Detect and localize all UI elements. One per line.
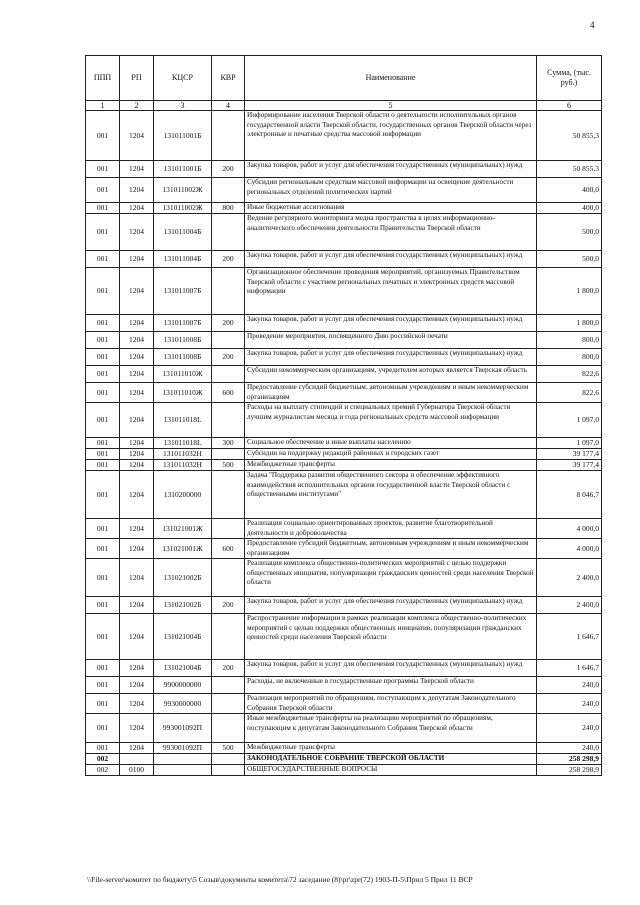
table-row xyxy=(86,519,602,539)
cell-kvr xyxy=(212,268,245,315)
cell-sum: 50 855,3 xyxy=(537,111,602,161)
cell-kvr xyxy=(212,677,245,694)
cell-rp: 1204 xyxy=(120,438,154,449)
cell-rp: 1204 xyxy=(120,519,154,539)
table-row xyxy=(86,559,602,597)
cell-sum: 800,0 xyxy=(537,349,602,366)
cell-ppp: 001 xyxy=(86,694,120,714)
cell-kvr: 600 xyxy=(212,539,245,559)
cell-kcsr: 993001092П xyxy=(154,714,212,743)
cell-ppp: 001 xyxy=(86,178,120,203)
cell-name: Иные бюджетные ассигнования xyxy=(245,203,537,214)
cell-rp: 1204 xyxy=(120,315,154,332)
cell-kcsr: 131011010Ж xyxy=(154,366,212,383)
cell-kvr: 200 xyxy=(212,597,245,614)
cell-kcsr: 131011004Б xyxy=(154,251,212,268)
cell-sum: 50 855,3 xyxy=(537,161,602,178)
cell-ppp: 001 xyxy=(86,111,120,161)
cell-name: Закупка товаров, работ и услуг для обеспечения государственных (муниципальных) нужд xyxy=(245,349,537,366)
cell-kvr xyxy=(212,403,245,438)
cell-ppp: 001 xyxy=(86,714,120,743)
cell-ppp: 001 xyxy=(86,471,120,519)
cell-rp: 1204 xyxy=(120,597,154,614)
table-row xyxy=(86,268,602,315)
cell-ppp: 001 xyxy=(86,366,120,383)
cell-name: Организационное обеспечение проведения мероприятий, организуемых Правительством Тверской области с участием региональных печатных и электронных средств массовой информации xyxy=(245,268,537,315)
cell-rp xyxy=(120,754,154,765)
cell-kcsr: 131011010Ж xyxy=(154,383,212,403)
cell-name: Проведение мероприятия, посвященного Дню российской печати xyxy=(245,332,537,349)
cell-rp: 1204 xyxy=(120,743,154,754)
cell-kcsr: 9900000000 xyxy=(154,677,212,694)
cell-ppp: 001 xyxy=(86,251,120,268)
cell-name: Реализация мероприятий по обращениям, поступающим к депутатам Законодательного Собрания Тверской области xyxy=(245,694,537,714)
cell-sum: 400,0 xyxy=(537,203,602,214)
table-row xyxy=(86,677,602,694)
cell-sum: 2 400,0 xyxy=(537,597,602,614)
table-row xyxy=(86,714,602,743)
cell-name: Ведение регулярного мониторинга медиа пространства в целях информационно-аналитического обеспечения деятельности Правительства Тверской области xyxy=(245,214,537,251)
cell-kvr: 200 xyxy=(212,161,245,178)
cell-kvr xyxy=(212,754,245,765)
cell-rp: 1204 xyxy=(120,559,154,597)
table-row xyxy=(86,161,602,178)
cell-name: Задача "Поддержка развития общественного сектора и обеспечение эффективного взаимодействия исполнительных органов государственной власти Тверской области с общественными институтами" xyxy=(245,471,537,519)
cell-kcsr: 131011018L xyxy=(154,438,212,449)
header-sum: Сумма, (тыс. руб.) xyxy=(537,56,602,101)
cell-rp: 1204 xyxy=(120,349,154,366)
cell-kvr: 200 xyxy=(212,315,245,332)
table-row xyxy=(86,349,602,366)
header-name: Наименование xyxy=(245,56,537,101)
cell-ppp: 001 xyxy=(86,449,120,460)
cell-sum: 400,0 xyxy=(537,178,602,203)
cell-rp: 1204 xyxy=(120,539,154,559)
cell-sum: 4 000,0 xyxy=(537,519,602,539)
cell-kvr: 800 xyxy=(212,203,245,214)
cell-rp: 1204 xyxy=(120,251,154,268)
table-row xyxy=(86,383,602,403)
header-num-3: 3 xyxy=(154,101,212,111)
cell-rp: 1204 xyxy=(120,332,154,349)
cell-sum: 4 000,0 xyxy=(537,539,602,559)
header-ppp: ППП xyxy=(86,56,120,101)
cell-kvr: 200 xyxy=(212,349,245,366)
cell-ppp: 001 xyxy=(86,349,120,366)
cell-kvr xyxy=(212,178,245,203)
header-num-1: 1 xyxy=(86,101,120,111)
cell-rp: 1204 xyxy=(120,111,154,161)
cell-rp: 1204 xyxy=(120,203,154,214)
cell-kvr: 500 xyxy=(212,743,245,754)
cell-name: Субсидии некоммерческим организациям, учредителем которых является Тверская область xyxy=(245,366,537,383)
cell-name: Закупка товаров, работ и услуг для обеспечения государственных (муниципальных) нужд xyxy=(245,161,537,178)
cell-name: Расходы, не включенные в государственные программы Тверской области xyxy=(245,677,537,694)
cell-name: ОБЩЕГОСУДАРСТВЕННЫЕ ВОПРОСЫ xyxy=(245,765,537,776)
cell-ppp: 001 xyxy=(86,539,120,559)
table-row xyxy=(86,178,602,203)
cell-sum: 39 177,4 xyxy=(537,449,602,460)
cell-name: Распространение информации в рамках реализации комплекса общественно-политических мероприятий с целью поддержки общественных инициатив, популяризации гражданских ценностей среди населения Тверской области xyxy=(245,614,537,660)
cell-kcsr: 131011002Ж xyxy=(154,178,212,203)
cell-kcsr: 131011032Н xyxy=(154,449,212,460)
cell-ppp: 001 xyxy=(86,743,120,754)
cell-kvr xyxy=(212,614,245,660)
cell-ppp: 001 xyxy=(86,315,120,332)
cell-kcsr: 131011001Б xyxy=(154,161,212,178)
cell-kcsr: 131011007Б xyxy=(154,315,212,332)
cell-name: Иные межбюджетные трансферты на реализацию мероприятий по обращениям, поступающим к депутатам Законодательного Собрания Тверской области xyxy=(245,714,537,743)
cell-rp: 1204 xyxy=(120,460,154,471)
cell-kvr xyxy=(212,214,245,251)
cell-kcsr: 131021002Б xyxy=(154,559,212,597)
cell-kcsr xyxy=(154,754,212,765)
cell-sum: 240,0 xyxy=(537,677,602,694)
cell-ppp: 001 xyxy=(86,332,120,349)
cell-name: Реализация социально ориентированных проектов, развитие благотворительной деятельности и добровольчества xyxy=(245,519,537,539)
cell-rp: 1204 xyxy=(120,677,154,694)
table-row xyxy=(86,765,602,776)
cell-ppp: 002 xyxy=(86,754,120,765)
cell-sum: 1 800,0 xyxy=(537,268,602,315)
table-row xyxy=(86,614,602,660)
cell-sum: 240,0 xyxy=(537,714,602,743)
cell-rp: 1204 xyxy=(120,694,154,714)
table-row xyxy=(86,111,602,161)
cell-sum: 500,0 xyxy=(537,214,602,251)
cell-rp: 1204 xyxy=(120,614,154,660)
table-body xyxy=(86,111,602,776)
cell-kvr: 200 xyxy=(212,251,245,268)
cell-sum: 1 646,7 xyxy=(537,660,602,677)
cell-ppp: 001 xyxy=(86,614,120,660)
cell-sum: 2 400,0 xyxy=(537,559,602,597)
header-kcsr: КЦСР xyxy=(154,56,212,101)
cell-sum: 1 097,0 xyxy=(537,403,602,438)
cell-sum: 1 097,0 xyxy=(537,438,602,449)
cell-ppp: 001 xyxy=(86,438,120,449)
cell-kcsr: 131011032Н xyxy=(154,460,212,471)
cell-kvr xyxy=(212,694,245,714)
table-row xyxy=(86,754,602,765)
header-rp: РП xyxy=(120,56,154,101)
table-header xyxy=(86,56,602,111)
cell-kvr: 500 xyxy=(212,460,245,471)
header-kvr: КВР xyxy=(212,56,245,101)
table-row xyxy=(86,403,602,438)
cell-rp: 1204 xyxy=(120,714,154,743)
cell-rp: 1204 xyxy=(120,268,154,315)
cell-kvr: 200 xyxy=(212,660,245,677)
cell-kvr: 300 xyxy=(212,438,245,449)
table-row xyxy=(86,743,602,754)
table-row xyxy=(86,694,602,714)
cell-ppp: 001 xyxy=(86,268,120,315)
cell-rp: 1204 xyxy=(120,214,154,251)
cell-name: Расходы на выплату стипендий и специальных премий Губернатора Тверской области лучшим журналистам месяца и года региональных средств массовой информации xyxy=(245,403,537,438)
cell-kcsr: 9930000000 xyxy=(154,694,212,714)
cell-kvr xyxy=(212,111,245,161)
cell-kcsr: 993001092П xyxy=(154,743,212,754)
cell-name: Социальное обеспечение и иные выплаты населению xyxy=(245,438,537,449)
table-row xyxy=(86,315,602,332)
cell-rp: 1204 xyxy=(120,383,154,403)
cell-kvr xyxy=(212,559,245,597)
table-row xyxy=(86,539,602,559)
cell-rp: 1204 xyxy=(120,366,154,383)
table-row xyxy=(86,449,602,460)
cell-rp: 1204 xyxy=(120,403,154,438)
header-num-6: 6 xyxy=(537,101,602,111)
cell-rp: 1204 xyxy=(120,471,154,519)
cell-kvr: 600 xyxy=(212,383,245,403)
page-number: 4 xyxy=(590,20,595,30)
cell-kcsr: 131011007Б xyxy=(154,268,212,315)
cell-kcsr: 131011008Б xyxy=(154,349,212,366)
table-row xyxy=(86,471,602,519)
cell-sum: 39 177,4 xyxy=(537,460,602,471)
cell-sum: 258 298,9 xyxy=(537,754,602,765)
cell-sum: 1 646,7 xyxy=(537,614,602,660)
cell-kcsr: 131011001Б xyxy=(154,111,212,161)
cell-kvr xyxy=(212,366,245,383)
cell-ppp: 001 xyxy=(86,383,120,403)
cell-kcsr xyxy=(154,765,212,776)
cell-ppp: 001 xyxy=(86,203,120,214)
cell-sum: 258 298,9 xyxy=(537,765,602,776)
cell-sum: 800,0 xyxy=(537,332,602,349)
cell-name: Закупка товаров, работ и услуг для обеспечения государственных (муниципальных) нужд xyxy=(245,315,537,332)
cell-name: Закупка товаров, работ и услуг для обеспечения государственных (муниципальных) нужд xyxy=(245,251,537,268)
cell-sum: 822,6 xyxy=(537,366,602,383)
cell-kvr xyxy=(212,332,245,349)
cell-ppp: 001 xyxy=(86,597,120,614)
cell-rp: 0100 xyxy=(120,765,154,776)
cell-ppp: 001 xyxy=(86,677,120,694)
cell-sum: 500,0 xyxy=(537,251,602,268)
cell-kvr xyxy=(212,471,245,519)
cell-name: Предоставление субсидий бюджетным, автономным учреждениям и иным некоммерческим организациям xyxy=(245,539,537,559)
table-row xyxy=(86,366,602,383)
table-row xyxy=(86,214,602,251)
cell-kvr xyxy=(212,765,245,776)
cell-ppp: 001 xyxy=(86,403,120,438)
table-row xyxy=(86,660,602,677)
cell-ppp: 002 xyxy=(86,765,120,776)
cell-kcsr: 1310200000 xyxy=(154,471,212,519)
cell-kcsr: 131021001Ж xyxy=(154,539,212,559)
cell-name: Межбюджетные трансферты xyxy=(245,743,537,754)
cell-ppp: 001 xyxy=(86,214,120,251)
cell-name: Реализация комплекса общественно-политических мероприятий с целью поддержки общественных инициатив, популяризации гражданских ценностей среди населения Тверской области xyxy=(245,559,537,597)
cell-ppp: 001 xyxy=(86,660,120,677)
cell-name: Закупка товаров, работ и услуг для обеспечения государственных (муниципальных) нужд xyxy=(245,597,537,614)
table-row xyxy=(86,597,602,614)
cell-name: Субсидии региональным средствам массовой информации на освещение деятельности региональных отделений политических партий xyxy=(245,178,537,203)
cell-kcsr: 131011004Б xyxy=(154,214,212,251)
cell-kcsr: 131011018L xyxy=(154,403,212,438)
table-row xyxy=(86,460,602,471)
cell-rp: 1204 xyxy=(120,660,154,677)
cell-kcsr: 131011002Ж xyxy=(154,203,212,214)
cell-kcsr: 131021001Ж xyxy=(154,519,212,539)
cell-kvr xyxy=(212,449,245,460)
footer-file-path: \\File-server\комитет по бюджету\5 Созыв\документы комитета\72 заседание (8)\pr\zpr(72) 1903-П-5\Прил 5 Прил 11 ВСР xyxy=(87,875,473,884)
cell-name: ЗАКОНОДАТЕЛЬНОЕ СОБРАНИЕ ТВЕРСКОЙ ОБЛАСТИ xyxy=(245,754,537,765)
cell-name: Субсидии на поддержку редакций районных и городских газет xyxy=(245,449,537,460)
cell-kcsr: 131021002Б xyxy=(154,597,212,614)
cell-kvr xyxy=(212,714,245,743)
cell-name: Межбюджетные трансферты xyxy=(245,460,537,471)
cell-kcsr: 131011008Б xyxy=(154,332,212,349)
cell-rp: 1204 xyxy=(120,161,154,178)
cell-sum: 822,6 xyxy=(537,383,602,403)
cell-ppp: 001 xyxy=(86,519,120,539)
header-num-2: 2 xyxy=(120,101,154,111)
cell-rp: 1204 xyxy=(120,178,154,203)
budget-table-container xyxy=(85,55,602,776)
cell-ppp: 001 xyxy=(86,559,120,597)
cell-sum: 8 046,7 xyxy=(537,471,602,519)
header-num-5: 5 xyxy=(245,101,537,111)
cell-ppp: 001 xyxy=(86,161,120,178)
table-row xyxy=(86,203,602,214)
table-row xyxy=(86,438,602,449)
header-num-4: 4 xyxy=(212,101,245,111)
cell-name: Закупка товаров, работ и услуг для обеспечения государственных (муниципальных) нужд xyxy=(245,660,537,677)
cell-ppp: 001 xyxy=(86,460,120,471)
cell-kcsr: 131021004Б xyxy=(154,660,212,677)
table-row xyxy=(86,251,602,268)
budget-table xyxy=(85,55,602,776)
cell-sum: 1 800,0 xyxy=(537,315,602,332)
cell-sum: 240,0 xyxy=(537,694,602,714)
cell-name: Информирование населения Тверской области о деятельности исполнительных органов государственной власти Тверской области, государственных органов Тверской области через электронные и печатные средства массовой информации xyxy=(245,111,537,161)
cell-rp: 1204 xyxy=(120,449,154,460)
cell-kcsr: 131021004Б xyxy=(154,614,212,660)
cell-sum: 240,0 xyxy=(537,743,602,754)
cell-kvr xyxy=(212,519,245,539)
table-row xyxy=(86,332,602,349)
cell-name: Предоставление субсидий бюджетным, автономным учреждениям и иным некоммерческим организациям xyxy=(245,383,537,403)
